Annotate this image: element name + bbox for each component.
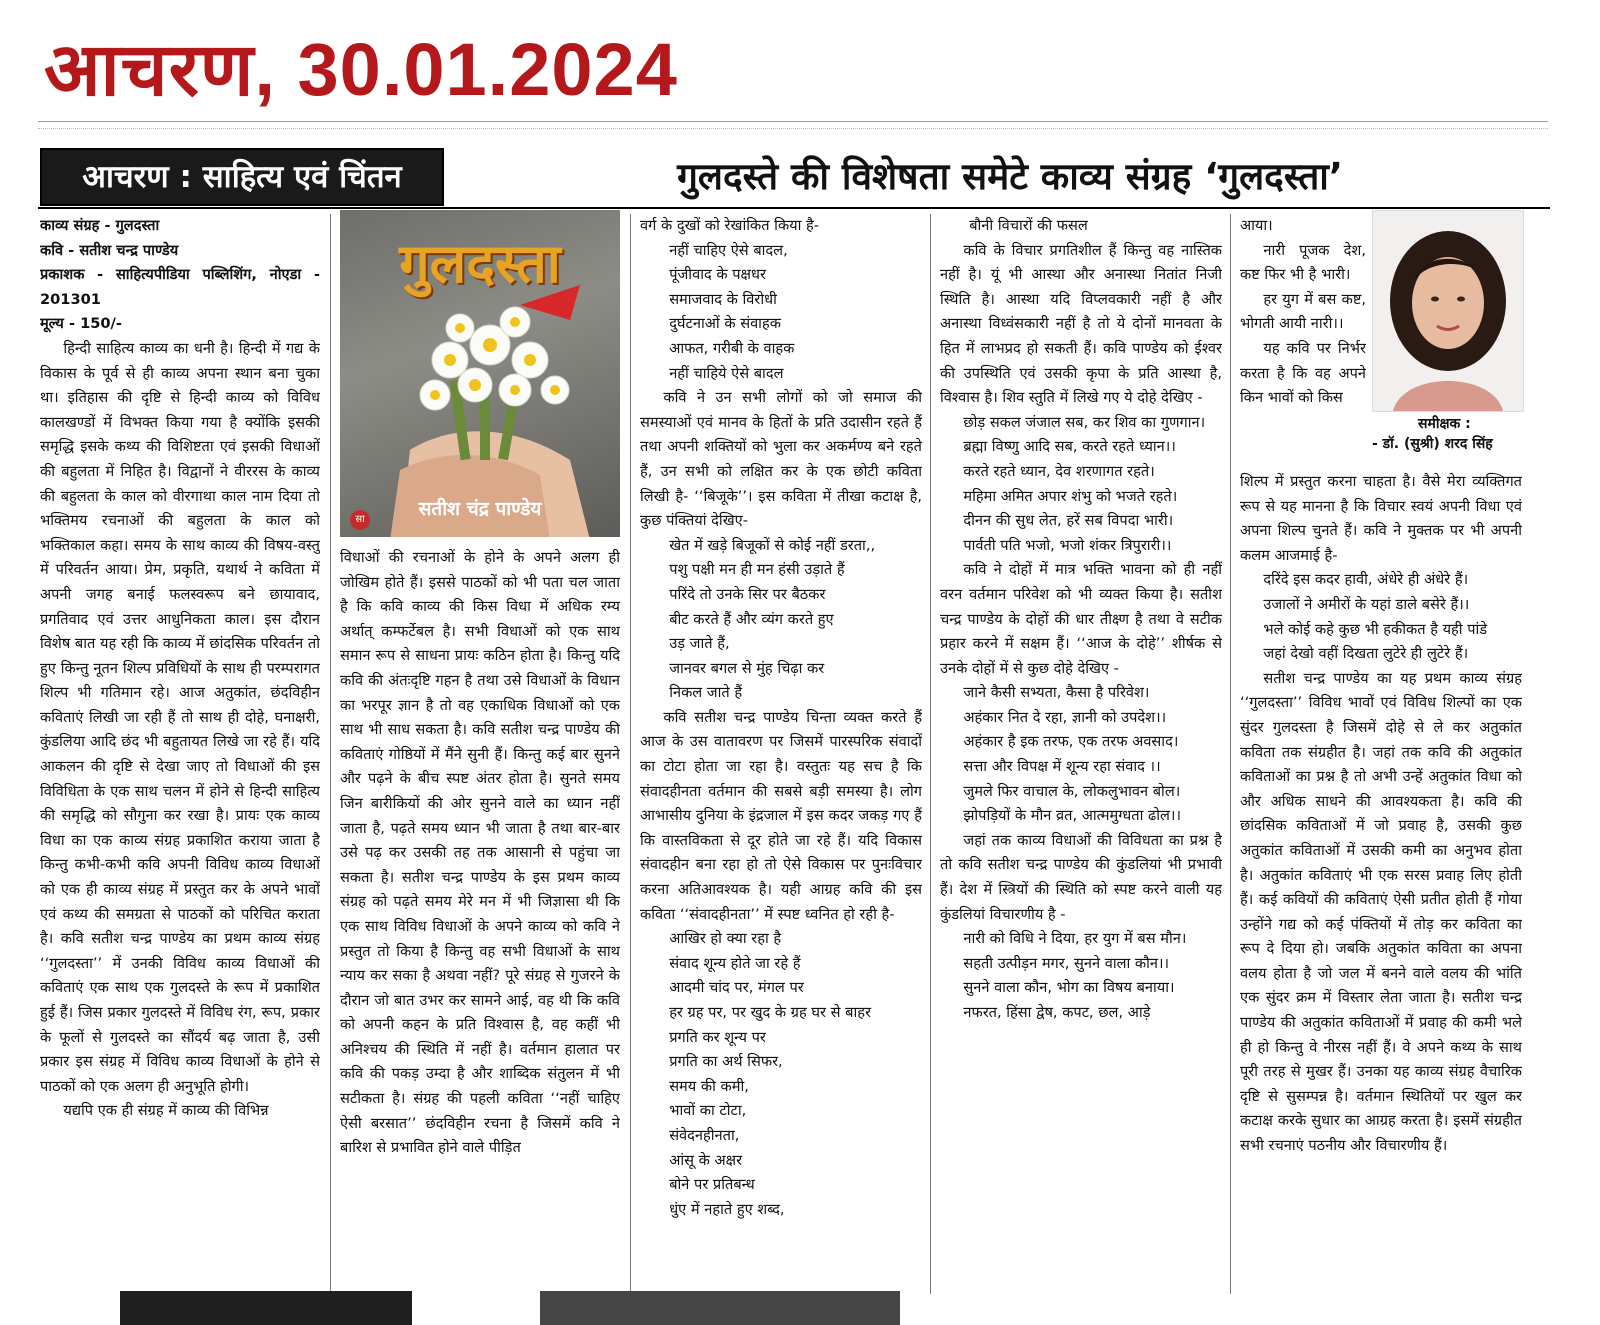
bottom-banner-bar <box>540 1291 900 1325</box>
column-divider <box>930 214 931 1294</box>
verse-line: हर ग्रह पर, पर खुद के ग्रह घर से बाहर <box>669 1004 871 1021</box>
top-rule <box>38 121 1548 129</box>
verse-line: धुंए में नहाते हुए शब्द, <box>669 1200 785 1218</box>
article-column-4 <box>940 214 1222 1294</box>
paragraph: जहां तक काव्य विधाओं की विविधता का प्रश्न है तो कवि सतीश चन्द्र पाण्डेय की कुंडलियां भी प्रभावी हैं। देश में स्त्रियों की स्थिति को स्पष्ट करने वाली यह कुंडलियां विचारणीय है - <box>940 831 1222 923</box>
section-label: आचरण : साहित्य एवं चिंतन <box>40 148 444 206</box>
paragraph: आया। <box>1240 217 1273 234</box>
verse-line: जानवर बगल से मुंह चिढ़ा कर <box>669 659 825 677</box>
verse-line: बोने पर प्रतिबन्ध <box>669 1176 755 1194</box>
doha-line: महिमा अमित अपार शंभु को भजते रहते। <box>963 487 1178 505</box>
headline-rule <box>38 207 1550 209</box>
article-column-1 <box>40 214 320 1294</box>
verse-line: प्रगति कर शून्य पर <box>669 1028 766 1046</box>
reviewer-photo <box>1372 210 1524 412</box>
doha-line: सुनने वाला कौन, भोग का विषय बनाया। <box>963 979 1175 997</box>
verse-line: आदमी चांद पर, मंगल पर <box>669 979 804 997</box>
verse-line: समय की कमी, <box>669 1077 749 1095</box>
reviewer-portrait-illustration <box>1373 211 1523 411</box>
doha-line: छोड़ सकल जंजाल सब, कर शिव का गुणगान। <box>963 413 1206 431</box>
muktak-line: दरिंदे इस कदर हावी, अंधेरे ही अंधेरे हैं। <box>1263 571 1469 589</box>
meta-line: काव्य संग्रह - गुलदस्ता <box>40 217 160 234</box>
doha-line: सत्ता और विपक्ष में शून्य रहा संवाद ।। <box>963 758 1161 776</box>
doha-line: करते रहते ध्यान, देव शरणागत रहते। <box>963 462 1155 480</box>
column-divider <box>330 214 331 1294</box>
reviewer-caption <box>1372 414 1552 454</box>
verse-line: परिंदे तो उनके सिर पर बैठकर <box>669 585 826 603</box>
verse-line: नहीं चाहिये ऐसे बादल <box>669 364 784 382</box>
column-divider <box>630 214 631 1294</box>
verse-line: संवेदनहीनता, <box>669 1126 740 1144</box>
book-cover-author: सतीश चंद्र पाण्डेय <box>418 498 542 520</box>
book-cover-image <box>340 210 620 537</box>
paragraph: हिन्दी साहित्य काव्य का धनी है। हिन्दी में गद्य के विकास के पूर्व से ही काव्य अपना स्थान बना चुका था। इतिहास की दृष्टि से हिन्दी काव्य को विविध कालखण्डों में विभक्त किया गया है क्योंकि इसकी समृद्धि इसके कथ्य की विशिष्टता एवं इसकी विधाओं की बहुलता में निहित है। विद्वानों ने वीररस के काव्य की बहुलता के काल को वीरगाथा काल नाम दिया तो भक्तिमय रचनाओं की बहुलता के काल को भक्तिकाल कहा। समय के साथ काव्य की विषय-वस्तु में परिवर्तन आया। प्रेम, प्रकृति, यथार्थ ने कविता में अपनी जगह बनाई फलस्वरूप बने छायावाद, प्रगतिवाद एवं उत्तर आधुनिकता काल। इस दौरान विशेष बात यह रही कि काव्य में छांदसिक परिवर्तन तो हुए किन्तु नूतन शिल्प प्रविधियों के साथ ही परम्परागत शिल्प भी गतिमान रहे। आज अतुकांत, छंदविहीन कविताएं लिखी जा रही हैं तो साथ ही दोहे, घनाक्षरी, कुंडलिया आदि छंद भी बहुतायत लिखे जा रहे हैं। यदि आकलन की दृष्टि से देखा जाए तो विधाओं की इस विविधिता के एक साथ चलन में होने से हिन्दी साहित्य की समृद्धि को सौगुना कर रखा है। प्रायः एक काव्य विधा का एक काव्य संग्रह प्रकाशित कराया जाता है किन्तु कभी-कभी कवि अपनी विविध काव्य विधाओं को एक ही काव्य संग्रह में प्रस्तुत कर के अपने भावों एवं कथ्य की समग्रता से पाठकों को परिचित कराता है। कवि सतीश चन्द्र पाण्डेय का प्रथम काव्य संग्रह ‘‘गुलदस्ता’’ में उनकी विविध काव्य विधाओं की कविताएं एक साथ एक गुलदस्ते के रूप में प्रकाशित हुई हैं। जिस प्रकार गुलदस्ते में विविध रंग, रूप, प्रकार के फूलों से गुलदस्ते का सौंदर्य बढ़ जाता है, उसी प्रकार इस संग्रह में विविध काव्य विधाओं के होने से पाठकों को एक अलग ही अनुभूति होगी। <box>40 339 320 1095</box>
doha-line: जाने कैसी सभ्यता, कैसा है परिवेश। <box>963 684 1150 702</box>
doha-line: दीनन की सुध लेत, हरें सब विपदा भारी। <box>963 512 1174 530</box>
verse-line: प्रगति का अर्थ सिफर, <box>669 1053 783 1071</box>
verse-line: निकल जाते हैं <box>669 684 743 702</box>
paragraph: कवि ने दोहों में मात्र भक्ति भावना को ही नहीं वरन वर्तमान परिवेश को भी व्यक्त किया है। सतीश चन्द्र पाण्डेय के दोहों की धार तीक्ष्ण है तथा वे सटीक प्रहार करने में सक्षम हैं। ‘‘आज के दोहे’’ शीर्षक से उनके दोहों में से कुछ दोहे देखिए - <box>940 561 1222 677</box>
doha-line: सहती उत्पीड़न मगर, सुनने वाला कौन।। <box>963 954 1170 972</box>
verse-line: समाजवाद के विरोधी <box>669 290 777 308</box>
column-divider <box>1230 214 1231 1294</box>
doha-line: नारी पूजक देश, कष्ट फिर भी है भारी। <box>1240 241 1366 284</box>
verse-line: भावों का टोटा, <box>669 1102 747 1120</box>
meta-line: कवि - सतीश चन्द्र पाण्डेय <box>40 241 179 259</box>
paragraph: सतीश चन्द्र पाण्डेय का यह प्रथम काव्य संग्रह ‘‘गुलदस्ता’’ विविध भावों एवं विविध शिल्पों का एक सुंदर गुलदस्ता है जिसमें दोहे से ले कर अतुकांत कविता तक संग्रहीत है। जहां तक कवि की अतुकांत कविताओं का प्रश्न है तो अभी उन्हें अतुकांत विधा को और अधिक साधने की आवश्यकता है। कवि की छांदसिक कविताओं में जो प्रवाह है, उसकी कुछ अतुकांत कविताओं में उसकी कमी का अनुभव होता है। अतुकांत कविताएं भी एक सरस प्रवाह लिए होती हैं। कई कवियों की कविताएं ऐसी प्रतीत होती हैं गोया उन्होंने गद्य को कई पंक्तियों में तोड़ कर कविता का रूप दे दिया हो। जबकि अतुकांत कविता का अपना वलय होता है जो जल में बनने वाले वलय की भांति एक सुंदर क्रम में विस्तार लेता जाता है। सतीश चन्द्र पाण्डेय की अतुकांत कविताओं में प्रवाह की कमी भले ही हो किन्तु वे नीरस नहीं हैं। वे अपने कथ्य के साथ पूरी तरह से मुखर हैं। उनका यह काव्य संग्रह वैचारिक दृष्टि से सुसम्पन्न है। वर्तमान स्थितियों पर खुल कर कटाक्ष करके सुधार का आग्रह करता है। इसमें संग्रहीत सभी रचनाएं पठनीय और विचारणीय हैं। <box>1240 669 1522 1155</box>
doha-line: हर युग में बस कष्ट, भोगती आयी नारी।। <box>1240 290 1366 333</box>
verse-line: संवाद शून्य होते जा रहे हैं <box>669 954 801 972</box>
doha-line: नफरत, हिंसा द्वेष, कपट, छल, आड़े <box>963 1004 1151 1021</box>
paragraph: यद्यपि एक ही संग्रह में काव्य की विभिन्न <box>63 1102 269 1120</box>
paragraph: वर्ग के दुखों को रेखांकित किया है- <box>640 217 820 234</box>
article-column-3 <box>640 214 922 1294</box>
meta-line: मूल्य - 150/- <box>40 315 122 333</box>
paragraph: यह कवि पर निर्भर करता है कि वह अपने किन भावों को किस <box>1240 339 1366 407</box>
article-column-5-bottom <box>1240 470 1522 1290</box>
publisher-logo-icon: सा <box>350 510 370 530</box>
muktak-line: उजालों ने अमीरों के यहां डाले बसेरे हैं।। <box>1263 595 1470 613</box>
verse-line: उड़ जाते हैं, <box>669 635 730 653</box>
muktak-line: जहां देखो वहीं दिखता लुटेरे ही लुटेरे हैं। <box>1263 645 1469 663</box>
doha-line: झोपड़ियों के मौन व्रत, आत्ममुग्धता ढोल।। <box>963 807 1181 825</box>
doha-line: अहंकार है इक तरफ, एक तरफ अवसाद। <box>963 733 1179 751</box>
bottom-banner-bar <box>120 1291 412 1325</box>
paragraph: कवि सतीश चन्द्र पाण्डेय चिन्ता व्यक्त करते हैं आज के उस वातावरण पर जिसमें पारस्परिक संवादों का टोटा होता जा रहा है। वस्तुतः यह सच है कि संवादहीनता वर्तमान की सबसे बड़ी समस्या है। लोग आभासीय दुनिया के इंद्रजाल में इस कदर जकड़ गए हैं कि वास्तविकता से दूर होते जा रहे हैं। यदि विकास संवादहीन बना रहा हो तो ऐसे विकास पर पुनःविचार करना अतिआवश्यक है। यही आग्रह कवि की इस कविता ‘‘संवादहीनता’’ में स्पष्ट ध्वनित हो रही है- <box>640 708 922 923</box>
meta-line: प्रकाशक - साहित्यपीडिया पब्लिशिंग, नोएडा - 201301 <box>40 266 320 308</box>
verse-line: बौनी विचारों की फसल <box>969 217 1088 234</box>
book-cover-title: गुलदस्ता <box>399 232 561 295</box>
verse-line: दुर्घटनाओं के संवाहक <box>669 315 781 333</box>
paragraph: शिल्प में प्रस्तुत करना चाहता है। वैसे मेरा व्यक्तिगत रूप से यह मानना है कि विचार स्वयं अपनी विधा एवं अपना शिल्प चुनते हैं। कवि ने मुक्तक पर भी अपनी कलम आजमाई है- <box>1240 473 1522 564</box>
headline: गुलदस्ते की विशेषता समेटे काव्य संग्रह ‘गुलदस्ता’ <box>677 155 1343 198</box>
paragraph: कवि के विचार प्रगतिशील हैं किन्तु वह नास्तिक नहीं है। यूं भी आस्था और अनास्था नितांत निजी स्थिति है। आस्था यदि विप्लवकारी नहीं है और अनास्था विध्वंसकारी नहीं है तो ये दोनों मानवता के हित में लाभप्रद हो सकती हैं। कवि पाण्डेय को ईश्वर की उपस्थिति एवं उसकी कृपा के प्रति आस्था है, विश्वास है। शिव स्तुति में लिखे गए ये दोहे देखिए - <box>940 241 1222 407</box>
verse-line: पशु पक्षी मन ही मन हंसी उड़ाते हैं <box>669 561 845 579</box>
reviewer-label: समीक्षक : <box>1418 416 1471 432</box>
doha-line: ब्रह्मा विष्णु आदि सब, करते रहते ध्यान।। <box>963 438 1176 456</box>
verse-line: आंसू के अक्षर <box>669 1151 743 1169</box>
verse-line: नहीं चाहिए ऐसे बादल, <box>669 241 788 259</box>
muktak-line: भले कोई कहे कुछ भी हकीकत है यही पांडे <box>1263 620 1488 638</box>
doha-line: अहंकार नित दे रहा, ज्ञानी को उपदेश।। <box>963 708 1167 726</box>
verse-line: आखिर हो क्या रहा है <box>669 930 782 948</box>
doha-line: नारी को विधि ने दिया, हर युग में बस मौन। <box>963 930 1187 948</box>
doha-line: पार्वती पति भजो, भजो शंकर त्रिपुरारी।। <box>963 536 1172 554</box>
masthead-date: आचरण, 30.01.2024 <box>44 28 678 111</box>
paragraph: विधाओं की रचनाओं के होने के अपने अलग ही जोखिम होते हैं। इससे पाठकों को भी पता चल जाता है कि कवि काव्य की किस विधा में अधिक रम्य अर्थात् कम्फर्टेबल है। सभी विधाओं को एक साथ समान रूप से साधना प्रायः कठिन होता है। किन्तु यदि कवि की अंतःदृष्टि गहन है तथा उसे विधाओं के विधान का भरपूर ज्ञान है तो वह एकाधिक विधाओं को एक साथ भी साध सकता है। कवि सतीश चन्द्र पाण्डेय की कविताएं गोष्ठियों में मैंने सुनी हैं। किन्तु कई बार सुनने और पढ़ने के बीच स्पष्ट अंतर होता है। सुनते समय जिन बारीकियों की ओर सुनने वाले का ध्यान नहीं जाता है, पढ़ते समय ध्यान भी जाता है तथा बार-बार उसे पढ़ कर उसकी तह तक आसानी से पहुंचा जा सकता है। सतीश चन्द्र पाण्डेय के इस प्रथम काव्य संग्रह को पढ़ते समय मेरे मन में भी जिज्ञासा थी कि एक साथ विविध विधाओं के अपने काव्य को कवि ने प्रस्तुत तो किया है किन्तु वह सभी विधाओं के साथ न्याय कर सका है अथवा नहीं? पूरे संग्रह से गुजरने के दौरान जो बात उभर कर सामने आई, वह थी कि कवि को अपनी कहन के प्रति विश्वास है, वह कहीं भी अनिश्चय की स्थिति में नहीं है। वर्तमान हालात पर कवि की पकड़ उम्दा है और शाब्दिक संतुलन में भी सटीकता है। संग्रह की पहली कविता ‘‘नहीं चाहिए ऐसी बरसात’’ छंदविहीन रचना है जिसमें कवि ने बारिश से प्रभावित होने वाले पीड़ित <box>340 549 620 1157</box>
verse-line: आफत, गरीबी के वाहक <box>669 339 795 357</box>
verse-line: बीट करते हैं और व्यंग करते हुए <box>669 610 834 628</box>
verse-line: पूंजीवाद के पक्षधर <box>669 266 766 284</box>
paragraph: कवि ने उन सभी लोगों को जो समाज की समस्याओं एवं मानव के हितों के प्रति उदासीन रहते हैं तथा अपनी शक्तियों को भुला कर अकर्मण्य बने रहते हैं, उन सभी को लक्षित कर के एक छोटी कविता लिखी है- ‘‘बिजूके’’। इस कविता में तीखा कटाक्ष है, कुछ पंक्तियां देखिए- <box>640 389 922 530</box>
verse-line: खेत में खड़े बिजूकों से कोई नहीं डरता,, <box>669 536 876 554</box>
doha-line: जुमले फिर वाचाल के, लोकलुभावन बोल। <box>963 782 1181 800</box>
reviewer-name: - डॉ. (सुश्री) शरद सिंह <box>1372 436 1493 452</box>
bouquet-illustration <box>340 210 620 537</box>
article-column-2 <box>340 546 620 1294</box>
